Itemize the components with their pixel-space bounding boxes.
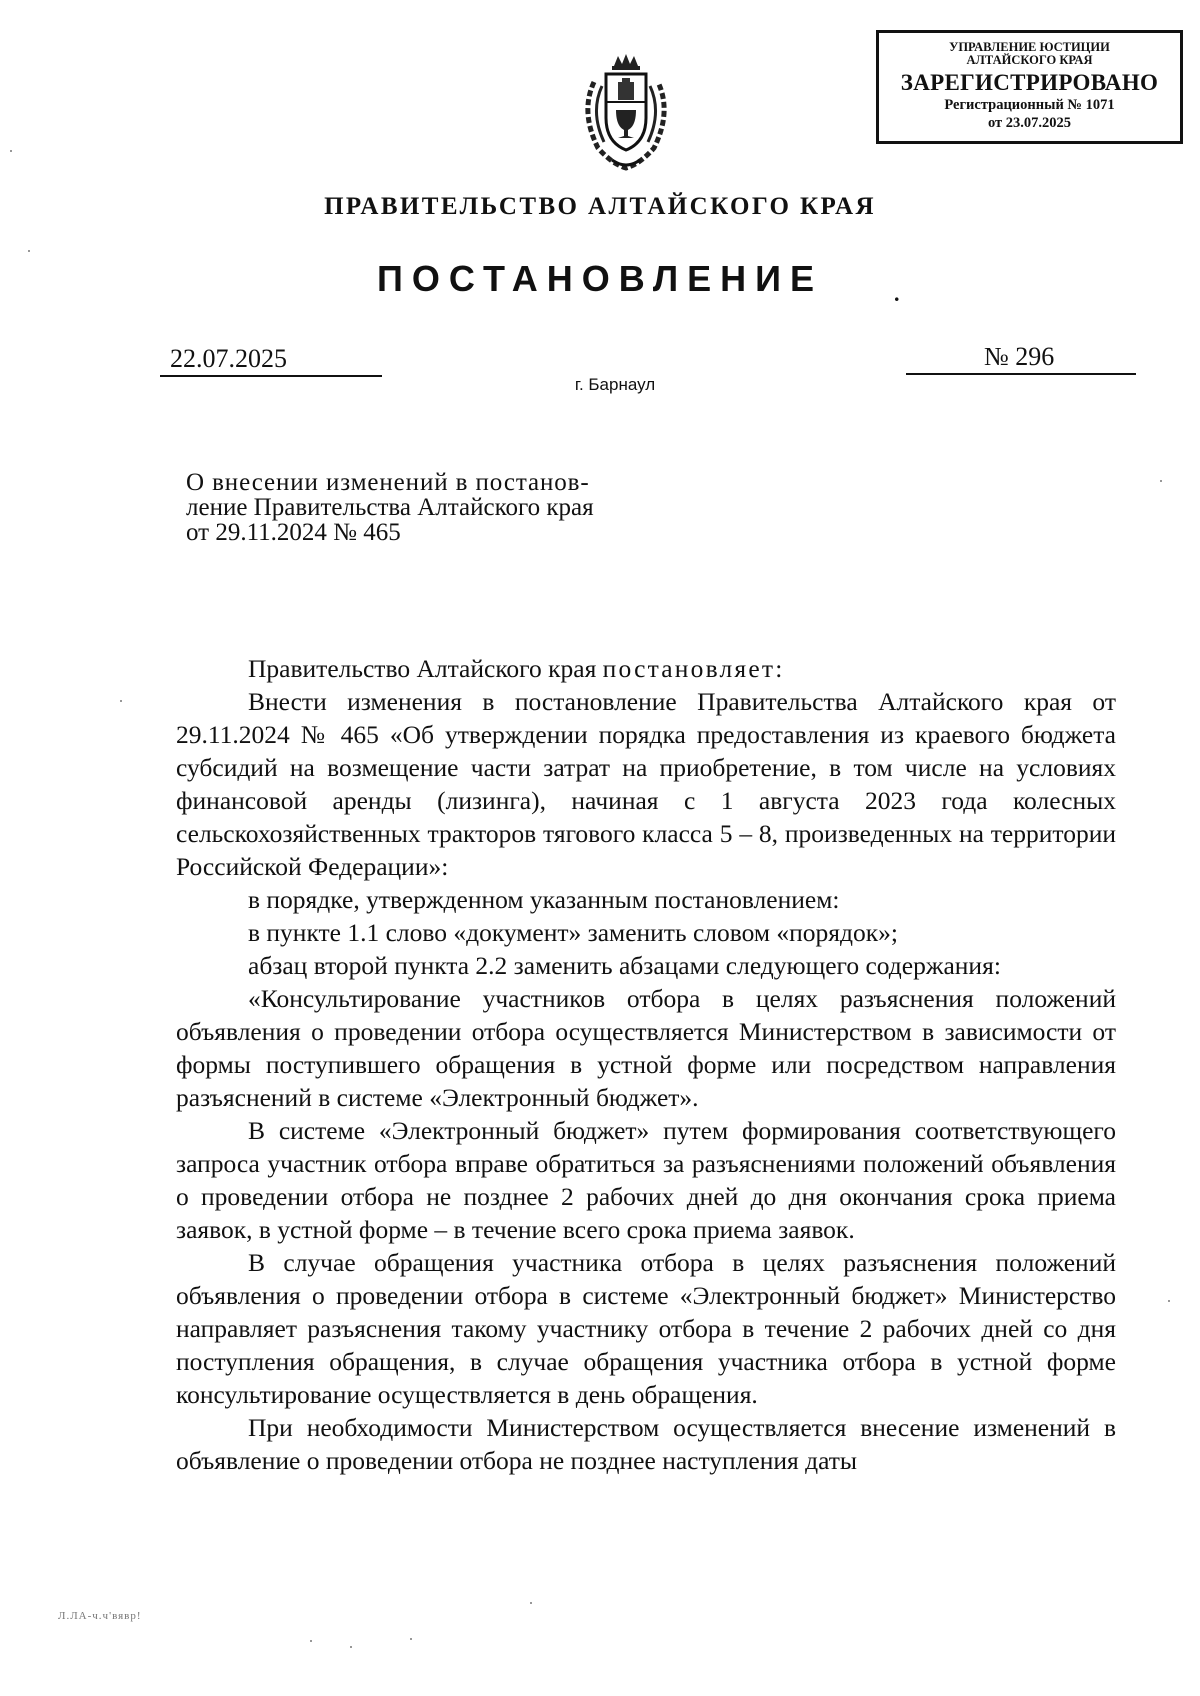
paragraph-5: «Консультирование участников отбора в целях разъяснения положений объявления о проведении отбора осуществляется Министерством в зависимости от формы поступившего обращения в устной форме или посредством направления разъяснений в системе «Электронный бюджет». [176,984,1116,1112]
subject-line2: ление Правительства Алтайского края [186,494,594,521]
paragraph-4: абзац второй пункта 2.2 заменить абзацами следующего содержания: [248,951,1001,980]
stamp-org-line2: АЛТАЙСКОГО КРАЯ [966,53,1093,67]
document-type: ПОСТАНОВЛЕНИЕ [377,258,823,299]
paragraph-1: Внести изменения в постановление Правительства Алтайского края от 29.11.2024 № 465 «Об утверждении порядка предоставления из краевого бюджета субсидий на возмещение части затрат на приобретение, в том числе на условиях финансовой аренды (лизинга), начиная с 1 августа 2023 года колесных сельскохозяйственных тракторов тягового класса 5 – 8, произведенных на территории Российской Федерации»: [176,687,1116,881]
subject-line3: от 29.11.2024 № 465 [186,519,401,546]
intro-paragraph [176,652,1116,685]
document-city: г. Барнаул [574,375,656,394]
stamp-org-line1: УПРАВЛЕНИЕ ЮСТИЦИИ [949,40,1110,54]
scan-speck [28,250,30,252]
paragraph-8: При необходимости Министерством осуществляется внесение изменений в объявление о проведении отбора не позднее наступления даты [176,1413,1116,1475]
stamp-organization [879,41,1180,67]
document-type-mark: . [894,281,900,306]
paragraph-2: в порядке, утвержденном указанным постановлением: [248,885,840,914]
scan-mark: Л.ЛА-ч.ч'вявр! [58,1610,142,1622]
paragraph-6: В системе «Электронный бюджет» путем формирования соответствующего запроса участник отбора вправе обратиться за разъяснениями положений объявления о проведении отбора не позднее 2 рабочих дней до дня окончания срока приема заявок, в устной форме – в течение всего срока приема заявок. [176,1116,1116,1244]
subject-line1: О внесении изменений в постанов- [186,469,590,496]
document-number: № 296 [906,341,1136,375]
document-body [176,652,1116,1477]
document-subject [186,470,656,545]
paragraph-3: в пункте 1.1 слово «документ» заменить словом «порядок»; [248,918,898,947]
scan-speck [120,700,122,702]
government-title: ПРАВИТЕЛЬСТВО АЛТАЙСКОГО КРАЯ [324,193,876,220]
coat-of-arms-icon [576,52,676,172]
paragraph-7: В случае обращения участника отбора в целях разъяснения положений объявления о проведении отбора в системе «Электронный бюджет» Министерство направляет разъяснения такому участнику отбора в течение 2 рабочих дней со дня поступления обращения, в случае обращения участника отбора в устной форме консультирование осуществляется в день обращения. [176,1248,1116,1409]
scan-speck [10,150,12,152]
stamp-reg-date: от 23.07.2025 [987,115,1072,131]
registration-stamp [876,30,1183,144]
stamp-reg-number: Регистрационный № 1071 [944,97,1115,113]
scan-speck [1168,1300,1170,1302]
scan-speck [310,1640,312,1642]
scan-speck [530,1602,532,1604]
scan-speck [350,1646,352,1648]
stamp-status: ЗАРЕГИСТРИРОВАНО [900,70,1159,95]
scan-speck [410,1638,412,1640]
intro-prefix: Правительство Алтайского края [248,654,603,683]
scan-speck [1160,480,1162,482]
document-date: 22.07.2025 [160,343,382,377]
intro-verb: постановляет: [602,654,785,683]
